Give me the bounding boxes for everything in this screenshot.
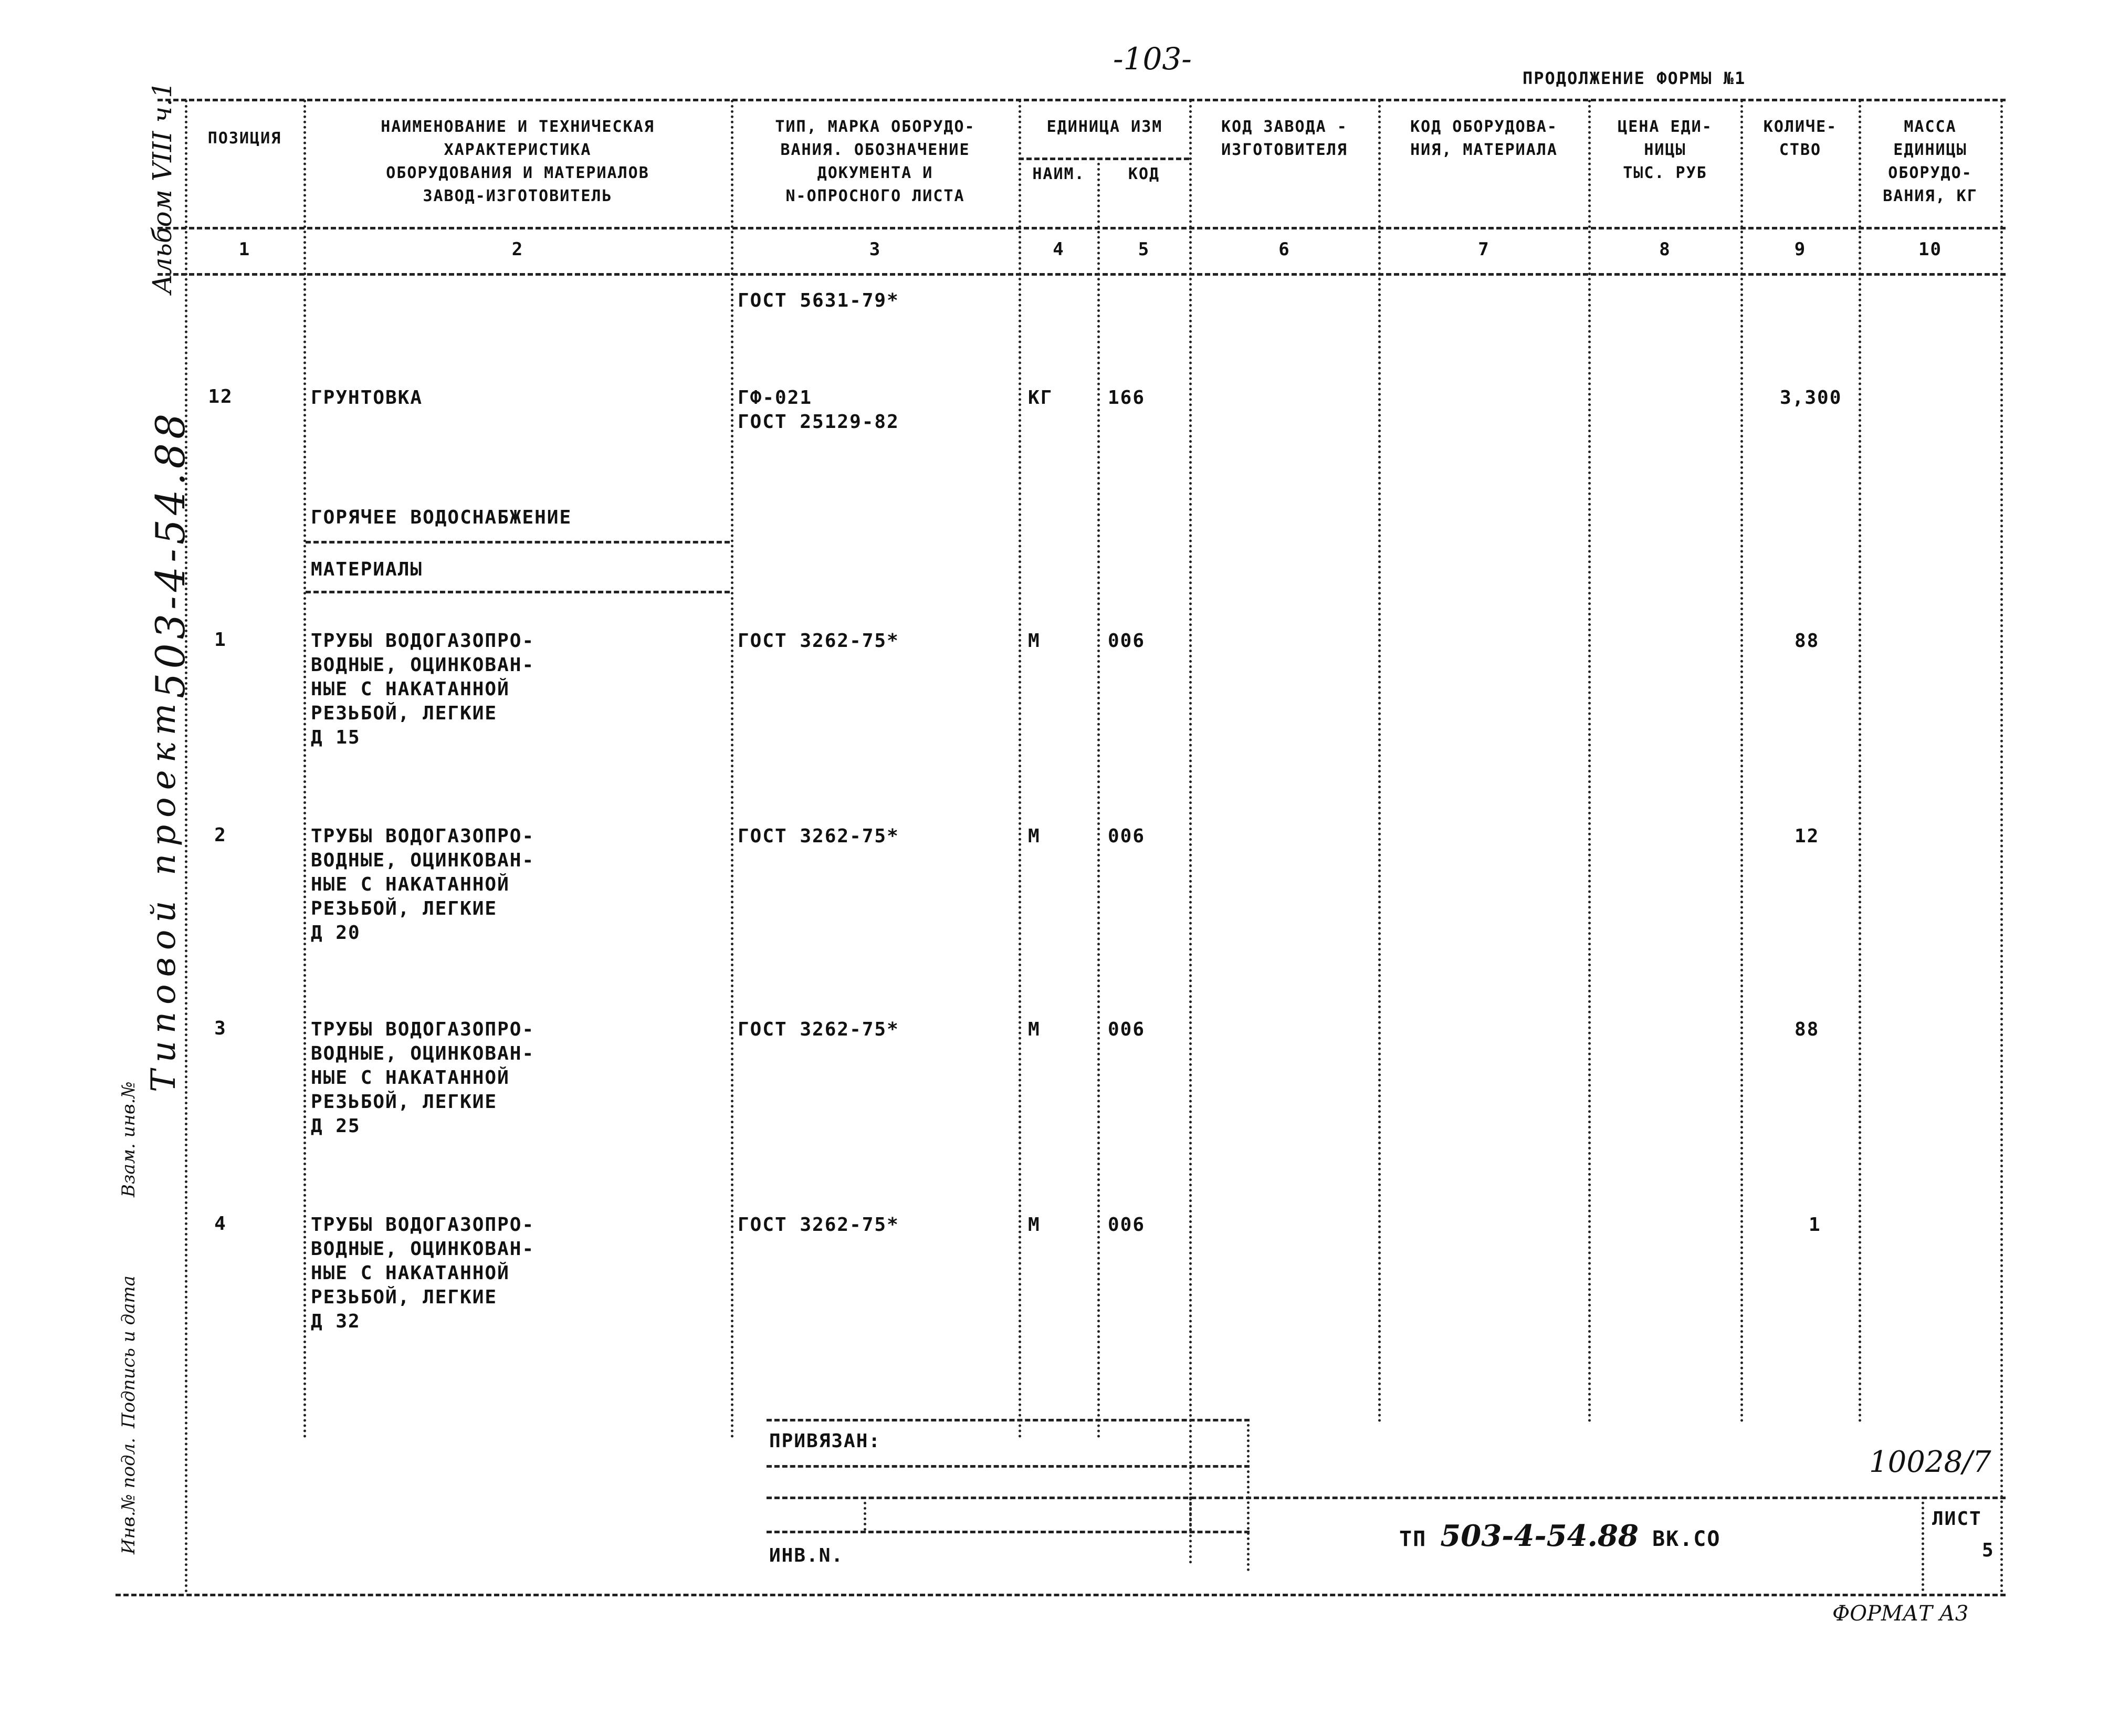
row4-code: 006	[1108, 1019, 1146, 1040]
row4-name	[311, 1018, 534, 1138]
stamp-line-3	[767, 1531, 1250, 1533]
header-mass	[1861, 116, 2000, 208]
row2-name-line-4: РЕЗЬБОЙ, ЛЕГКИЕ	[311, 703, 498, 724]
header-price	[1590, 116, 1740, 185]
header-bottom-border	[158, 227, 2006, 229]
row2-name	[311, 629, 534, 750]
col-line-9	[1859, 100, 1861, 1423]
row3-name-line-3: НЫЕ С НАКАТАННОЙ	[311, 874, 510, 895]
page-number: -103-	[1113, 41, 1192, 77]
row4-doc: ГОСТ 3262-75*	[738, 1019, 899, 1040]
header-quantity	[1743, 116, 1858, 162]
col-line-2	[731, 100, 733, 1439]
colnum-10: 10	[1918, 239, 1942, 260]
header-factory-line-1: КОД ЗАВОДА -	[1221, 118, 1348, 136]
header-factory-code	[1191, 116, 1378, 162]
row3-code: 006	[1108, 825, 1146, 847]
col-line-6	[1378, 100, 1381, 1423]
col-line-10	[2000, 100, 2003, 1594]
row1-doc-2: ГОСТ 25129-82	[738, 411, 899, 433]
colnum-3: 3	[869, 239, 882, 260]
sheet-number: 5	[1982, 1540, 1995, 1561]
row3-name-line-1: ТРУБЫ ВОДОГАЗОПРО-	[311, 825, 535, 847]
header-type-col	[733, 116, 1017, 208]
col-line-1	[303, 100, 306, 1439]
row2-unit: М	[1028, 630, 1041, 652]
header-mass-line-1: МАССА	[1904, 118, 1957, 136]
header-mass-line-4: ВАНИЯ, КГ	[1883, 187, 1978, 205]
row2-name-line-5: Д 15	[311, 727, 361, 748]
doc-code-line	[1399, 1519, 1720, 1553]
row3-name-line-4: РЕЗЬБОЙ, ЛЕГКИЕ	[311, 898, 498, 919]
row4-name-line-2: ВОДНЫЕ, ОЦИНКОВАН-	[311, 1043, 535, 1064]
col-line-3	[1019, 100, 1021, 1439]
col-line-5	[1189, 100, 1192, 1565]
format-label: ФОРМАТ А3	[1832, 1602, 1969, 1626]
continuation-label: ПРОДОЛЖЕНИЕ ФОРМЫ №1	[1523, 68, 1746, 88]
sheet-label: ЛИСТ	[1932, 1508, 1982, 1530]
col-line-4	[1097, 158, 1100, 1439]
stamp-inner-col-2	[1189, 1497, 1192, 1531]
album-label: Альбом VIII ч.1	[147, 81, 177, 294]
row5-name-line-4: РЕЗЬБОЙ, ЛЕГКИЕ	[311, 1287, 498, 1308]
row4-pos: 3	[214, 1018, 227, 1039]
row3-name-line-5: Д 20	[311, 922, 361, 944]
header-name-line-1: НАИМЕНОВАНИЕ И ТЕХНИЧЕСКАЯ	[381, 118, 655, 136]
row2-name-line-3: НЫЕ С НАКАТАННОЙ	[311, 678, 510, 700]
header-unit-code: КОД	[1128, 165, 1160, 183]
project-type-side: Типовой проект	[144, 696, 183, 1092]
handwritten-number: 10028/7	[1869, 1445, 1991, 1479]
stamp-inner-col-1	[864, 1497, 866, 1531]
header-name-col	[306, 116, 730, 208]
stamp-line-1	[767, 1465, 1250, 1468]
header-price-line-3: ТЫС. РУБ	[1623, 164, 1707, 182]
row5-code: 006	[1108, 1214, 1146, 1236]
col-line-0	[185, 100, 187, 1594]
row5-name-line-5: Д 32	[311, 1311, 361, 1332]
doc-prefix: ТП	[1399, 1527, 1427, 1551]
header-type-line-3: ДОКУМЕНТА И	[817, 164, 933, 182]
row3-qty: 12	[1795, 825, 1820, 847]
header-factory-line-2: ИЗГОТОВИТЕЛЯ	[1221, 141, 1348, 159]
stamp-inv: Инв.№ подл.	[118, 1438, 139, 1554]
colnum-4: 4	[1053, 239, 1065, 260]
row5-qty: 1	[1809, 1214, 1821, 1236]
header-name-line-2: ХАРАКТЕРИСТИКА	[444, 141, 592, 159]
stamp-right-border	[1247, 1419, 1250, 1571]
row1-name: ГРУНТОВКА	[311, 387, 423, 409]
row4-name-line-4: РЕЗЬБОЙ, ЛЕГКИЕ	[311, 1091, 498, 1113]
row2-name-line-1: ТРУБЫ ВОДОГАЗОПРО-	[311, 630, 535, 652]
section-subtitle: МАТЕРИАЛЫ	[311, 559, 423, 580]
row2-doc: ГОСТ 3262-75*	[738, 630, 899, 652]
stamp-replace: Взам. инв.№	[118, 1081, 139, 1197]
row4-unit: М	[1028, 1019, 1041, 1040]
unit-subdivider	[1019, 158, 1189, 160]
row3-unit: М	[1028, 825, 1041, 847]
row4-name-line-5: Д 25	[311, 1115, 361, 1137]
row0-doc: ГОСТ 5631-79*	[738, 290, 899, 311]
row4-name-line-3: НЫЕ С НАКАТАННОЙ	[311, 1067, 510, 1089]
stamp-top-border	[767, 1419, 1250, 1421]
table-bottom-border	[116, 1594, 2006, 1596]
header-equipment-line-1: КОД ОБОРУДОВА-	[1410, 118, 1558, 136]
header-price-line-2: НИЦЫ	[1644, 141, 1686, 159]
bound-label: ПРИВЯЗАН:	[769, 1430, 882, 1452]
row2-pos: 1	[214, 629, 227, 651]
table-top-border	[158, 99, 2006, 101]
colnum-7: 7	[1478, 239, 1490, 260]
header-quantity-line-1: КОЛИЧЕ-	[1763, 118, 1838, 136]
header-name-line-4: ЗАВОД-ИЗГОТОВИТЕЛЬ	[423, 187, 613, 205]
row2-name-line-2: ВОДНЫЕ, ОЦИНКОВАН-	[311, 654, 535, 676]
header-unit-name: НАИМ.	[1032, 165, 1085, 183]
header-position: ПОЗИЦИЯ	[207, 129, 282, 148]
doc-suffix: ВК.СО	[1652, 1527, 1721, 1551]
header-equipment-code	[1380, 116, 1588, 162]
inv-label: ИНВ.N.	[769, 1545, 844, 1566]
row3-pos: 2	[214, 824, 227, 846]
colnum-1: 1	[238, 239, 251, 260]
header-price-line-1: ЦЕНА ЕДИ-	[1618, 118, 1713, 136]
row2-qty: 88	[1795, 630, 1820, 652]
header-type-line-2: ВАНИЯ. ОБОЗНАЧЕНИЕ	[780, 141, 970, 159]
row5-unit: М	[1028, 1214, 1041, 1236]
colnum-9: 9	[1794, 239, 1807, 260]
colnum-8: 8	[1659, 239, 1671, 260]
row4-qty: 88	[1795, 1019, 1820, 1040]
colnum-bottom-border	[158, 273, 2006, 276]
row5-name-line-2: ВОДНЫЕ, ОЦИНКОВАН-	[311, 1238, 535, 1260]
colnum-5: 5	[1138, 239, 1150, 260]
row1-code: 166	[1108, 387, 1146, 409]
row3-name-line-2: ВОДНЫЕ, ОЦИНКОВАН-	[311, 850, 535, 871]
doc-code: 503-4-54.88	[1440, 1519, 1639, 1553]
colnum-6: 6	[1278, 239, 1290, 260]
stamp-sign: Подпись и дата	[118, 1275, 139, 1428]
row5-pos: 4	[214, 1213, 227, 1235]
row3-name	[311, 824, 534, 945]
header-equipment-line-2: НИЯ, МАТЕРИАЛА	[1410, 141, 1558, 159]
col-line-8	[1740, 100, 1743, 1423]
col-line-7	[1588, 100, 1591, 1423]
row1-pos: 12	[208, 386, 233, 407]
row3-doc: ГОСТ 3262-75*	[738, 825, 899, 847]
header-mass-line-3: ОБОРУДО-	[1888, 164, 1972, 182]
colnum-2: 2	[511, 239, 524, 260]
row2-code: 006	[1108, 630, 1146, 652]
header-quantity-line-2: СТВО	[1779, 141, 1822, 159]
sheet-box-left	[1922, 1497, 1924, 1591]
row5-doc: ГОСТ 3262-75*	[738, 1214, 899, 1236]
header-mass-line-2: ЕДИНИЦЫ	[1893, 141, 1967, 159]
stamp-line-2	[767, 1497, 2006, 1499]
row1-qty: 3,300	[1780, 387, 1842, 409]
header-name-line-3: ОБОРУДОВАНИЯ И МАТЕРИАЛОВ	[386, 164, 649, 182]
header-type-line-4: N-ОПРОСНОГО ЛИСТА	[785, 187, 965, 205]
row5-name	[311, 1213, 534, 1334]
row1-doc-1: ГФ-021	[738, 387, 813, 409]
section-title: ГОРЯЧЕЕ ВОДОСНАБЖЕНИЕ	[311, 507, 572, 528]
section-subtitle-underline	[306, 591, 730, 593]
row5-name-line-3: НЫЕ С НАКАТАННОЙ	[311, 1262, 510, 1284]
row1-unit: КГ	[1028, 387, 1053, 409]
row5-name-line-1: ТРУБЫ ВОДОГАЗОПРО-	[311, 1214, 535, 1236]
header-unit-title: ЕДИНИЦА ИЗМ	[1046, 118, 1163, 136]
section-title-underline	[306, 541, 730, 543]
project-code-side: 503-4-54.88	[147, 409, 194, 698]
row4-name-line-1: ТРУБЫ ВОДОГАЗОПРО-	[311, 1019, 535, 1040]
header-type-line-1: ТИП, МАРКА ОБОРУДО-	[775, 118, 975, 136]
